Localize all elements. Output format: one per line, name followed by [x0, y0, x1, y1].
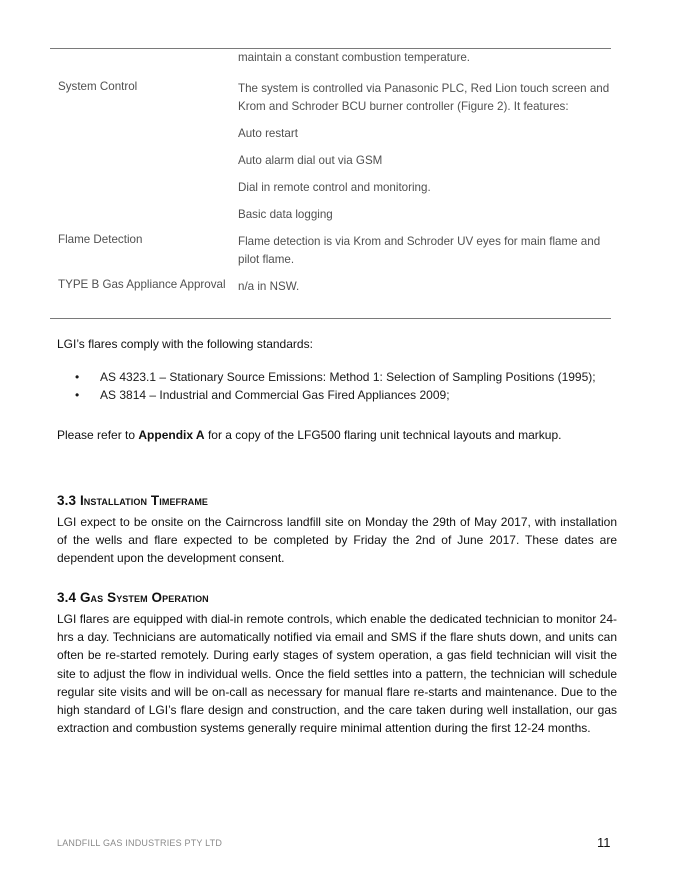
- spec-table: [50, 49, 611, 305]
- bullet-icon: •: [75, 370, 80, 384]
- bullet-icon: •: [75, 388, 80, 402]
- spec-row-flame-detection: [50, 233, 611, 278]
- spec-continuation-text: maintain a constant combustion temperature.: [238, 51, 470, 64]
- list-item: • AS 4323.1 – Stationary Source Emissions: Method 1: Selection of Sampling Positions (1995);: [75, 370, 596, 384]
- table-bottom-rule: [50, 318, 611, 319]
- footer-company: LANDFILL GAS INDUSTRIES PTY LTD: [57, 838, 223, 848]
- spec-row-continuation: [50, 49, 611, 76]
- section-body-3-3: LGI expect to be onsite on the Cairncross landfill site on Monday the 29th of May 2017, with installation of the wells and flare expected to be completed by Friday the 2nd of June 2017. These dates are dependent upon the development consent.: [57, 515, 617, 566]
- spec-value-text: Basic data logging: [238, 208, 333, 221]
- spec-row-system-control: [50, 80, 611, 233]
- section-body-3-4: LGI flares are equipped with dial-in remote controls, which enable the dedicated technician to monitor 24-hrs a day. Technicians are automatically notified via email and SMS if the flare shuts down, and units can often be re-started remotely. During early stages of system operation, a gas field technician will visit the site to adjust the flow in individual wells. Once the field settles into a pattern, the technician will schedule regular site visits and will be on-call as necessary for manual flare re-starts and maintenance. Due to the high standard of LGI’s flare design and construction, and the care taken during well installation, our gas extraction and combustion systems generally require minimal attention during the first 12-24 months.: [57, 612, 617, 736]
- standards-intro: LGI’s flares comply with the following standards:: [57, 337, 313, 351]
- spec-label: Flame Detection: [58, 233, 143, 246]
- spec-value-text: Flame detection is via Krom and Schroder UV eyes for main flame and pilot flame.: [238, 235, 601, 266]
- list-item: • AS 3814 – Industrial and Commercial Gas Fired Appliances 2009;: [75, 388, 450, 402]
- spec-value-text: The system is controlled via Panasonic PLC, Red Lion touch screen and Krom and Schroder BCU burner controller (Figure 2). It features:: [238, 82, 610, 113]
- spec-value-text: n/a in NSW.: [238, 280, 300, 293]
- spec-value-text: Dial in remote control and monitoring.: [238, 181, 431, 194]
- section-heading-3-4: 3.4 Gas System Operation: [57, 590, 209, 605]
- section-heading-3-3: 3.3 Installation Timeframe: [57, 493, 209, 508]
- spec-label: System Control: [58, 80, 138, 93]
- appendix-note: Please refer to Appendix A for a copy of the LFG500 flaring unit technical layouts and markup.: [57, 428, 562, 442]
- spec-label: TYPE B Gas Appliance Approval: [58, 278, 226, 291]
- spec-value-text: Auto alarm dial out via GSM: [238, 154, 383, 167]
- standards-list: [75, 368, 615, 404]
- appendix-reference: Appendix A: [138, 428, 205, 442]
- spec-value-text: Auto restart: [238, 127, 298, 140]
- page-number: 11: [597, 835, 611, 850]
- spec-row-gas-appliance-approval: [50, 278, 611, 305]
